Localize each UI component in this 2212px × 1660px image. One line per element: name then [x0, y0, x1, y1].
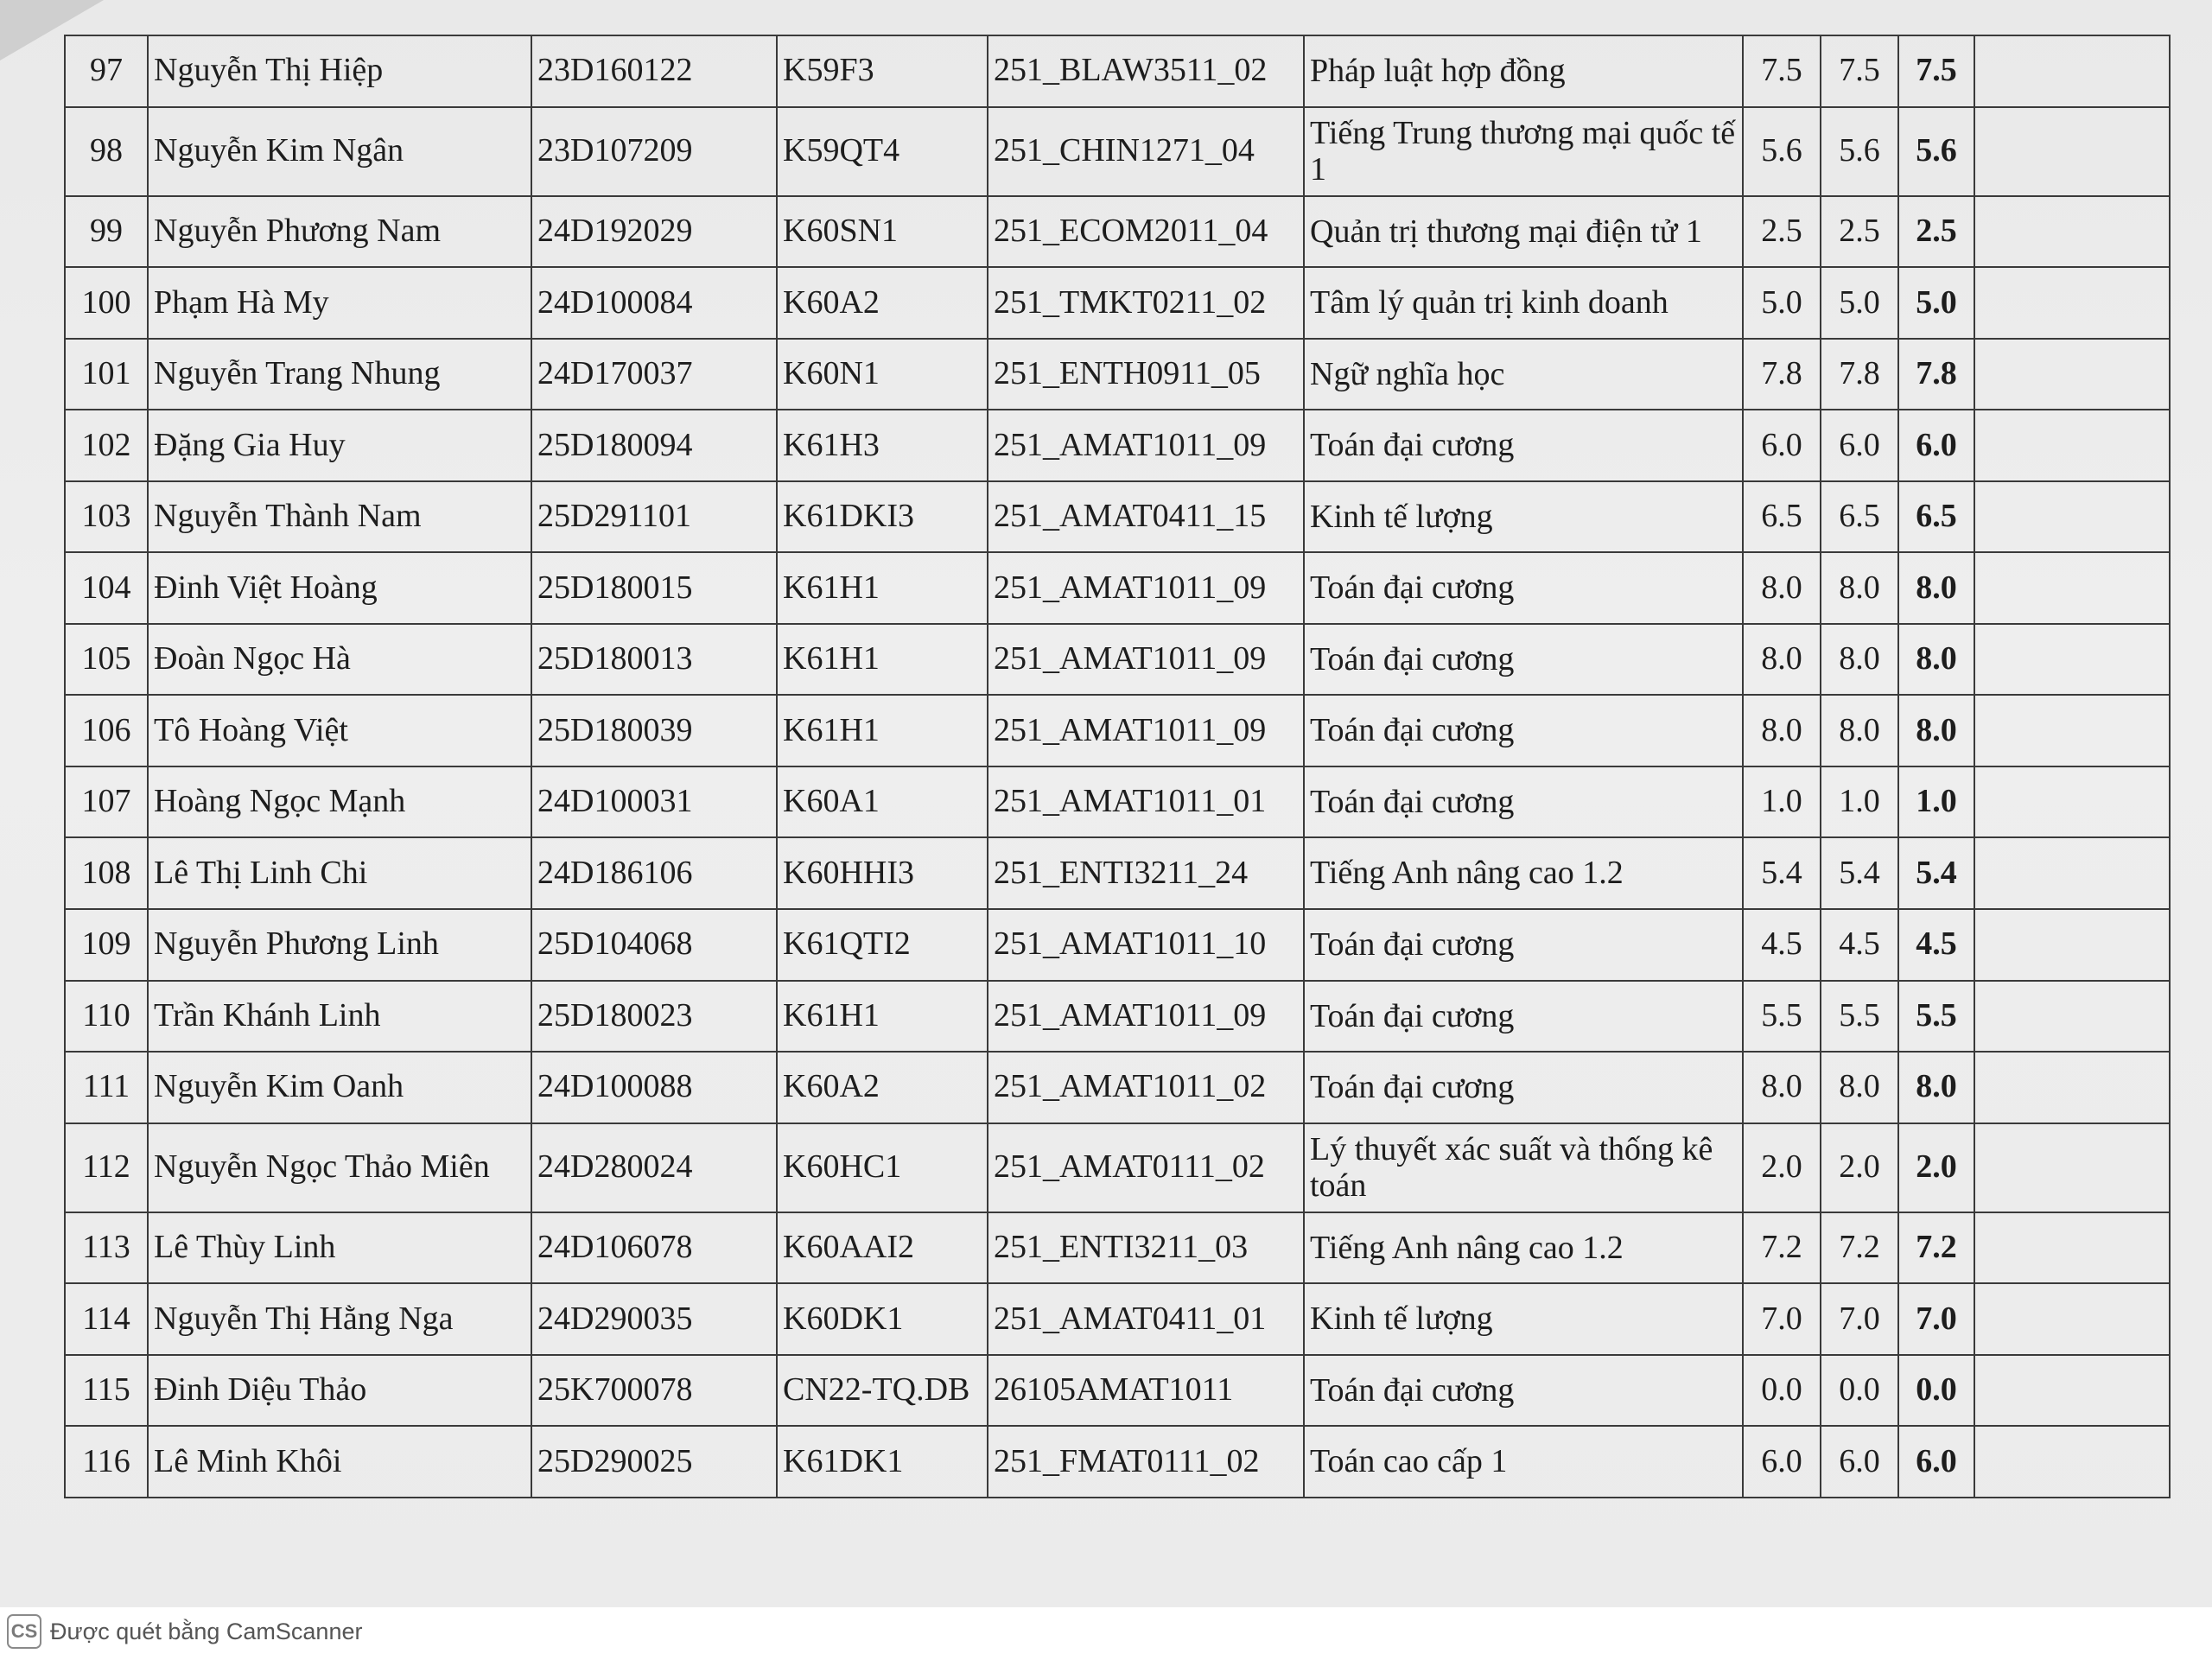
table-row: [65, 35, 2170, 107]
table-row: [65, 1052, 2170, 1123]
score-2-cell: 5.4: [1821, 837, 1898, 909]
student-id-cell: 25D104068: [531, 909, 777, 981]
score-2-cell: 7.2: [1821, 1212, 1898, 1284]
table-row: [65, 1212, 2170, 1284]
final-score-cell: 8.0: [1898, 624, 1974, 696]
course-code-cell: 251_FMAT0111_02: [988, 1426, 1304, 1498]
class-code-cell: K60A2: [777, 1052, 988, 1123]
student-name-cell: Nguyễn Ngọc Thảo Miên: [148, 1123, 531, 1212]
class-code-cell: K59F3: [777, 35, 988, 107]
student-name-cell: Lê Thị Linh Chi: [148, 837, 531, 909]
subject-name-cell: Toán đại cương: [1304, 695, 1743, 766]
class-code-cell: K61H1: [777, 624, 988, 696]
subject-name-cell: Tâm lý quản trị kinh doanh: [1304, 267, 1743, 339]
row-number-cell: 109: [65, 909, 148, 981]
table-row: [65, 481, 2170, 553]
score-1-cell: 5.4: [1743, 837, 1821, 909]
student-id-cell: 24D100084: [531, 267, 777, 339]
score-2-cell: 8.0: [1821, 552, 1898, 624]
final-score-cell: 7.2: [1898, 1212, 1974, 1284]
student-name-cell: Lê Thùy Linh: [148, 1212, 531, 1284]
subject-name-cell: Toán đại cương: [1304, 1355, 1743, 1427]
student-name-cell: Lê Minh Khôi: [148, 1426, 531, 1498]
course-code-cell: 251_ECOM2011_04: [988, 196, 1304, 268]
course-code-cell: 251_AMAT0411_01: [988, 1283, 1304, 1355]
score-2-cell: 4.5: [1821, 909, 1898, 981]
student-id-cell: 23D107209: [531, 107, 777, 196]
student-name-cell: Nguyễn Phương Nam: [148, 196, 531, 268]
class-code-cell: K60A2: [777, 267, 988, 339]
class-code-cell: K60A1: [777, 766, 988, 838]
class-code-cell: K60HC1: [777, 1123, 988, 1212]
student-id-cell: 23D160122: [531, 35, 777, 107]
final-score-cell: 2.5: [1898, 196, 1974, 268]
student-name-cell: Nguyễn Trang Nhung: [148, 339, 531, 410]
table-row: [65, 624, 2170, 696]
table-row: [65, 267, 2170, 339]
blank-notes-cell: [1974, 1426, 2170, 1498]
row-number-cell: 97: [65, 35, 148, 107]
score-2-cell: 5.5: [1821, 981, 1898, 1053]
student-id-cell: 24D100088: [531, 1052, 777, 1123]
class-code-cell: K61QTI2: [777, 909, 988, 981]
student-name-cell: Đinh Diệu Thảo: [148, 1355, 531, 1427]
blank-notes-cell: [1974, 1212, 2170, 1284]
subject-name-cell: Toán đại cương: [1304, 981, 1743, 1053]
student-name-cell: Nguyễn Kim Ngân: [148, 107, 531, 196]
blank-notes-cell: [1974, 1283, 2170, 1355]
final-score-cell: 7.8: [1898, 339, 1974, 410]
class-code-cell: K61DKI3: [777, 481, 988, 553]
row-number-cell: 111: [65, 1052, 148, 1123]
blank-notes-cell: [1974, 1355, 2170, 1427]
score-1-cell: 2.5: [1743, 196, 1821, 268]
row-number-cell: 102: [65, 410, 148, 481]
row-number-cell: 115: [65, 1355, 148, 1427]
table-row: [65, 339, 2170, 410]
final-score-cell: 6.0: [1898, 1426, 1974, 1498]
final-score-cell: 8.0: [1898, 1052, 1974, 1123]
student-id-cell: 25D291101: [531, 481, 777, 553]
student-id-cell: 24D106078: [531, 1212, 777, 1284]
table-row: [65, 909, 2170, 981]
final-score-cell: 2.0: [1898, 1123, 1974, 1212]
course-code-cell: 251_AMAT1011_09: [988, 410, 1304, 481]
course-code-cell: 251_AMAT1011_09: [988, 552, 1304, 624]
blank-notes-cell: [1974, 339, 2170, 410]
score-1-cell: 7.2: [1743, 1212, 1821, 1284]
student-name-cell: Đặng Gia Huy: [148, 410, 531, 481]
subject-name-cell: Toán đại cương: [1304, 552, 1743, 624]
table-row: [65, 1355, 2170, 1427]
final-score-cell: 6.5: [1898, 481, 1974, 553]
subject-name-cell: Tiếng Trung thương mại quốc tế 1: [1304, 107, 1743, 196]
subject-name-cell: Toán đại cương: [1304, 766, 1743, 838]
subject-name-cell: Toán cao cấp 1: [1304, 1426, 1743, 1498]
class-code-cell: K61H1: [777, 552, 988, 624]
score-1-cell: 6.5: [1743, 481, 1821, 553]
student-id-cell: 24D100031: [531, 766, 777, 838]
student-id-cell: 25D180015: [531, 552, 777, 624]
table-row: [65, 1123, 2170, 1212]
score-2-cell: 6.0: [1821, 1426, 1898, 1498]
course-code-cell: 251_ENTH0911_05: [988, 339, 1304, 410]
subject-name-cell: Toán đại cương: [1304, 909, 1743, 981]
subject-name-cell: Toán đại cương: [1304, 624, 1743, 696]
course-code-cell: 251_AMAT0411_15: [988, 481, 1304, 553]
row-number-cell: 105: [65, 624, 148, 696]
subject-name-cell: Quản trị thương mại điện tử 1: [1304, 196, 1743, 268]
student-id-cell: 24D280024: [531, 1123, 777, 1212]
blank-notes-cell: [1974, 267, 2170, 339]
class-code-cell: K60SN1: [777, 196, 988, 268]
blank-notes-cell: [1974, 107, 2170, 196]
subject-name-cell: Kinh tế lượng: [1304, 481, 1743, 553]
final-score-cell: 7.0: [1898, 1283, 1974, 1355]
course-code-cell: 251_AMAT0111_02: [988, 1123, 1304, 1212]
blank-notes-cell: [1974, 766, 2170, 838]
row-number-cell: 106: [65, 695, 148, 766]
student-name-cell: Nguyễn Thị Hằng Nga: [148, 1283, 531, 1355]
student-name-cell: Hoàng Ngọc Mạnh: [148, 766, 531, 838]
final-score-cell: 5.6: [1898, 107, 1974, 196]
subject-name-cell: Toán đại cương: [1304, 410, 1743, 481]
final-score-cell: 5.0: [1898, 267, 1974, 339]
subject-name-cell: Tiếng Anh nâng cao 1.2: [1304, 1212, 1743, 1284]
final-score-cell: 8.0: [1898, 552, 1974, 624]
student-name-cell: Đinh Việt Hoàng: [148, 552, 531, 624]
student-id-cell: 25D180023: [531, 981, 777, 1053]
course-code-cell: 251_AMAT1011_01: [988, 766, 1304, 838]
score-2-cell: 5.6: [1821, 107, 1898, 196]
class-code-cell: K59QT4: [777, 107, 988, 196]
course-code-cell: 251_ENTI3211_03: [988, 1212, 1304, 1284]
score-1-cell: 5.0: [1743, 267, 1821, 339]
final-score-cell: 1.0: [1898, 766, 1974, 838]
student-id-cell: 24D192029: [531, 196, 777, 268]
row-number-cell: 112: [65, 1123, 148, 1212]
subject-name-cell: Toán đại cương: [1304, 1052, 1743, 1123]
class-code-cell: K61DK1: [777, 1426, 988, 1498]
student-id-cell: 24D186106: [531, 837, 777, 909]
score-1-cell: 8.0: [1743, 552, 1821, 624]
table-row: [65, 1426, 2170, 1498]
row-number-cell: 110: [65, 981, 148, 1053]
student-name-cell: Tô Hoàng Việt: [148, 695, 531, 766]
blank-notes-cell: [1974, 1052, 2170, 1123]
class-code-cell: CN22-TQ.DB: [777, 1355, 988, 1427]
class-code-cell: K60HHI3: [777, 837, 988, 909]
row-number-cell: 99: [65, 196, 148, 268]
student-id-cell: 25D180094: [531, 410, 777, 481]
student-id-cell: 25D290025: [531, 1426, 777, 1498]
score-1-cell: 8.0: [1743, 1052, 1821, 1123]
table-row: [65, 196, 2170, 268]
score-1-cell: 7.5: [1743, 35, 1821, 107]
score-1-cell: 0.0: [1743, 1355, 1821, 1427]
score-2-cell: 2.0: [1821, 1123, 1898, 1212]
table-row: [65, 766, 2170, 838]
blank-notes-cell: [1974, 909, 2170, 981]
score-1-cell: 7.8: [1743, 339, 1821, 410]
student-name-cell: Nguyễn Kim Oanh: [148, 1052, 531, 1123]
table-row: [65, 552, 2170, 624]
student-name-cell: Đoàn Ngọc Hà: [148, 624, 531, 696]
row-number-cell: 100: [65, 267, 148, 339]
course-code-cell: 251_TMKT0211_02: [988, 267, 1304, 339]
score-2-cell: 6.0: [1821, 410, 1898, 481]
table-row: [65, 107, 2170, 196]
row-number-cell: 103: [65, 481, 148, 553]
score-2-cell: 1.0: [1821, 766, 1898, 838]
score-1-cell: 2.0: [1743, 1123, 1821, 1212]
table-row: [65, 695, 2170, 766]
subject-name-cell: Kinh tế lượng: [1304, 1283, 1743, 1355]
subject-name-cell: Tiếng Anh nâng cao 1.2: [1304, 837, 1743, 909]
course-code-cell: 26105AMAT1011: [988, 1355, 1304, 1427]
course-code-cell: 251_AMAT1011_02: [988, 1052, 1304, 1123]
row-number-cell: 104: [65, 552, 148, 624]
score-2-cell: 0.0: [1821, 1355, 1898, 1427]
blank-notes-cell: [1974, 35, 2170, 107]
grades-table: [64, 35, 2171, 1498]
grades-table-body: [65, 35, 2170, 1498]
score-1-cell: 4.5: [1743, 909, 1821, 981]
course-code-cell: 251_AMAT1011_10: [988, 909, 1304, 981]
score-1-cell: 8.0: [1743, 624, 1821, 696]
final-score-cell: 5.4: [1898, 837, 1974, 909]
blank-notes-cell: [1974, 552, 2170, 624]
table-row: [65, 981, 2170, 1053]
score-2-cell: 6.5: [1821, 481, 1898, 553]
blank-notes-cell: [1974, 1123, 2170, 1212]
camscanner-footer: [7, 1612, 362, 1650]
subject-name-cell: Ngữ nghĩa học: [1304, 339, 1743, 410]
score-2-cell: 7.0: [1821, 1283, 1898, 1355]
course-code-cell: 251_AMAT1011_09: [988, 981, 1304, 1053]
table-row: [65, 410, 2170, 481]
blank-notes-cell: [1974, 196, 2170, 268]
final-score-cell: 6.0: [1898, 410, 1974, 481]
subject-name-cell: Pháp luật hợp đồng: [1304, 35, 1743, 107]
course-code-cell: 251_ENTI3211_24: [988, 837, 1304, 909]
class-code-cell: K61H3: [777, 410, 988, 481]
row-number-cell: 113: [65, 1212, 148, 1284]
class-code-cell: K60AAI2: [777, 1212, 988, 1284]
student-name-cell: Nguyễn Thị Hiệp: [148, 35, 531, 107]
course-code-cell: 251_AMAT1011_09: [988, 695, 1304, 766]
final-score-cell: 8.0: [1898, 695, 1974, 766]
final-score-cell: 0.0: [1898, 1355, 1974, 1427]
score-2-cell: 2.5: [1821, 196, 1898, 268]
class-code-cell: K61H1: [777, 981, 988, 1053]
final-score-cell: 4.5: [1898, 909, 1974, 981]
score-1-cell: 7.0: [1743, 1283, 1821, 1355]
camscanner-logo: CS: [7, 1614, 41, 1649]
blank-notes-cell: [1974, 837, 2170, 909]
row-number-cell: 114: [65, 1283, 148, 1355]
score-1-cell: 5.6: [1743, 107, 1821, 196]
table-row: [65, 1283, 2170, 1355]
course-code-cell: 251_AMAT1011_09: [988, 624, 1304, 696]
blank-notes-cell: [1974, 624, 2170, 696]
blank-notes-cell: [1974, 481, 2170, 553]
score-2-cell: 8.0: [1821, 695, 1898, 766]
score-2-cell: 7.5: [1821, 35, 1898, 107]
camscanner-caption: Được quét bằng CamScanner: [50, 1618, 363, 1644]
student-id-cell: 25K700078: [531, 1355, 777, 1427]
student-name-cell: Nguyễn Phương Linh: [148, 909, 531, 981]
student-name-cell: Trần Khánh Linh: [148, 981, 531, 1053]
score-2-cell: 7.8: [1821, 339, 1898, 410]
row-number-cell: 116: [65, 1426, 148, 1498]
score-1-cell: 5.5: [1743, 981, 1821, 1053]
final-score-cell: 7.5: [1898, 35, 1974, 107]
score-2-cell: 8.0: [1821, 1052, 1898, 1123]
score-2-cell: 5.0: [1821, 267, 1898, 339]
blank-notes-cell: [1974, 695, 2170, 766]
student-id-cell: 25D180013: [531, 624, 777, 696]
student-id-cell: 24D170037: [531, 339, 777, 410]
score-1-cell: 6.0: [1743, 410, 1821, 481]
table-row: [65, 837, 2170, 909]
score-1-cell: 8.0: [1743, 695, 1821, 766]
score-1-cell: 6.0: [1743, 1426, 1821, 1498]
blank-notes-cell: [1974, 981, 2170, 1053]
row-number-cell: 108: [65, 837, 148, 909]
course-code-cell: 251_CHIN1271_04: [988, 107, 1304, 196]
class-code-cell: K60N1: [777, 339, 988, 410]
final-score-cell: 5.5: [1898, 981, 1974, 1053]
row-number-cell: 107: [65, 766, 148, 838]
subject-name-cell: Lý thuyết xác suất và thống kê toán: [1304, 1123, 1743, 1212]
score-2-cell: 8.0: [1821, 624, 1898, 696]
blank-notes-cell: [1974, 410, 2170, 481]
score-1-cell: 1.0: [1743, 766, 1821, 838]
row-number-cell: 98: [65, 107, 148, 196]
student-name-cell: Phạm Hà My: [148, 267, 531, 339]
class-code-cell: K60DK1: [777, 1283, 988, 1355]
student-name-cell: Nguyễn Thành Nam: [148, 481, 531, 553]
student-id-cell: 24D290035: [531, 1283, 777, 1355]
row-number-cell: 101: [65, 339, 148, 410]
class-code-cell: K61H1: [777, 695, 988, 766]
course-code-cell: 251_BLAW3511_02: [988, 35, 1304, 107]
student-id-cell: 25D180039: [531, 695, 777, 766]
